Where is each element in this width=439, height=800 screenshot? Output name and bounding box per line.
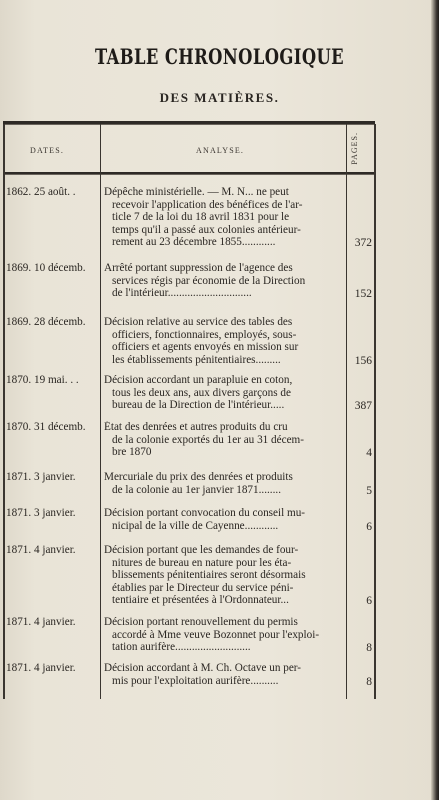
column-header-analyse: ANALYSE. xyxy=(196,146,245,155)
entry-analysis-line: Décision portant que les demandes de four- xyxy=(104,544,299,556)
entry-analysis-line: nicipal de la ville de Cayenne............ xyxy=(112,519,279,532)
entry-analysis-line: établies par le Directeur du service péni- xyxy=(112,581,294,594)
entry-date: 1871. 4 janvier. xyxy=(6,616,76,628)
entry-analysis-line: services régis par économie de la Direction xyxy=(112,274,306,287)
page-subtitle: DES MATIÈRES. xyxy=(159,90,280,105)
column-header-pages: PAGES. xyxy=(350,132,359,165)
entry-analysis-line: Décision relative au service des tables des xyxy=(104,316,293,328)
entry-analysis xyxy=(104,421,344,459)
entry-date: 1862. 25 août. . xyxy=(6,186,76,198)
entry-analysis xyxy=(104,262,344,300)
entry-analysis-line: État des denrées et autres produits du cru xyxy=(104,421,288,433)
entry-analysis-line: tation aurifère........................... xyxy=(112,641,251,654)
entry-analysis xyxy=(104,544,344,607)
entry-analysis-line: rement au 23 décembre 1855............ xyxy=(112,236,276,249)
entry-analysis-line: Décision portant convocation du conseil mu- xyxy=(104,507,306,519)
entry-page-number: 6 xyxy=(366,595,372,608)
entry-analysis-line: mis pour l'exploitation aurifère.......... xyxy=(112,674,279,687)
table-top-rule xyxy=(3,121,375,125)
entry-analysis-line: ticle 7 de la loi du 18 avril 1831 pour le xyxy=(112,211,290,224)
entry-page-number: 8 xyxy=(366,675,372,688)
entry-analysis-line: Décision portant renouvellement du permis xyxy=(104,616,298,628)
entry-analysis-line: blissements pénitentiaires seront désormais xyxy=(112,569,306,582)
page-title: TABLE CHRONOLOGIQUE xyxy=(94,44,345,69)
entry-analysis-line: tentiaire et présentées à l'Ordonnateur... xyxy=(112,594,289,607)
entry-analysis-line: de l'intérieur.............................. xyxy=(112,287,252,300)
column-header-dates: DATES. xyxy=(30,146,65,155)
entry-analysis-line: Décision accordant à M. Ch. Octave un per- xyxy=(104,662,302,674)
entry-date: 1869. 28 décemb. xyxy=(6,316,86,328)
entry-page-number: 8 xyxy=(366,642,372,655)
entry-date: 1870. 31 décemb. xyxy=(6,421,86,433)
entry-analysis xyxy=(104,616,344,654)
entry-analysis-line: tous les deux ans, aux divers garçons de xyxy=(112,386,291,399)
dates-column-divider xyxy=(100,124,101,699)
entry-analysis-line: officiers, fonctionnaires, employés, sous- xyxy=(112,328,297,341)
entry-page-number: 156 xyxy=(354,354,372,367)
entry-date: 1871. 3 janvier. xyxy=(6,507,76,519)
entry-analysis-line: Arrêté portant suppression de l'agence des xyxy=(104,262,293,274)
entry-date: 1871. 4 janvier. xyxy=(6,662,76,674)
entry-analysis-line: bre 1870 xyxy=(112,446,152,459)
entry-analysis xyxy=(104,471,344,496)
entry-date: 1871. 3 janvier. xyxy=(6,471,76,483)
entry-analysis xyxy=(104,316,344,366)
entry-analysis-line: nitures de bureau en nature pour les éta- xyxy=(112,556,292,569)
entry-analysis-line: de la colonie exportés du 1er au 31 décem- xyxy=(112,433,304,446)
entry-analysis-line: officiers et agents envoyés en mission sur xyxy=(112,341,299,354)
entry-page-number: 372 xyxy=(354,237,372,250)
entry-analysis-line: de la colonie au 1er janvier 1871........ xyxy=(112,483,281,496)
entry-analysis xyxy=(104,507,344,532)
entry-analysis xyxy=(104,374,344,412)
page-edge-shadow xyxy=(431,0,439,800)
entry-analysis-line: Décision accordant un parapluie en coton, xyxy=(104,374,293,386)
entry-page-number: 387 xyxy=(354,400,372,413)
entry-page-number: 6 xyxy=(366,520,372,533)
entry-analysis-line: Mercuriale du prix des denrées et produits xyxy=(104,471,293,483)
entry-page-number: 152 xyxy=(354,288,372,301)
entry-analysis-line: Dépêche ministérielle. — M. N... ne peut xyxy=(104,186,289,198)
entry-analysis xyxy=(104,662,344,687)
entry-date: 1869. 10 décemb. xyxy=(6,262,86,274)
entry-analysis-line: bureau de la Direction de l'intérieur..... xyxy=(112,399,285,412)
table-left-border xyxy=(3,124,5,699)
entry-analysis-line: temps qu'il a passé aux colonies antérieur- xyxy=(112,223,301,236)
table-header-rule xyxy=(3,172,375,175)
entry-date: 1870. 19 mai. . . xyxy=(6,374,79,386)
entry-analysis-line: les établissements pénitentiaires......... xyxy=(112,353,281,366)
entry-page-number: 5 xyxy=(366,484,372,497)
pages-column-divider xyxy=(346,124,347,699)
entry-analysis-line: accordé à Mme veuve Bozonnet pour l'exploi- xyxy=(112,628,320,641)
entry-analysis xyxy=(104,186,344,249)
entry-date: 1871. 4 janvier. xyxy=(6,544,76,556)
table-right-border xyxy=(374,124,376,699)
entry-analysis-line: recevoir l'application des bénéfices de l'ar- xyxy=(112,198,303,211)
entry-page-number: 4 xyxy=(366,447,372,460)
